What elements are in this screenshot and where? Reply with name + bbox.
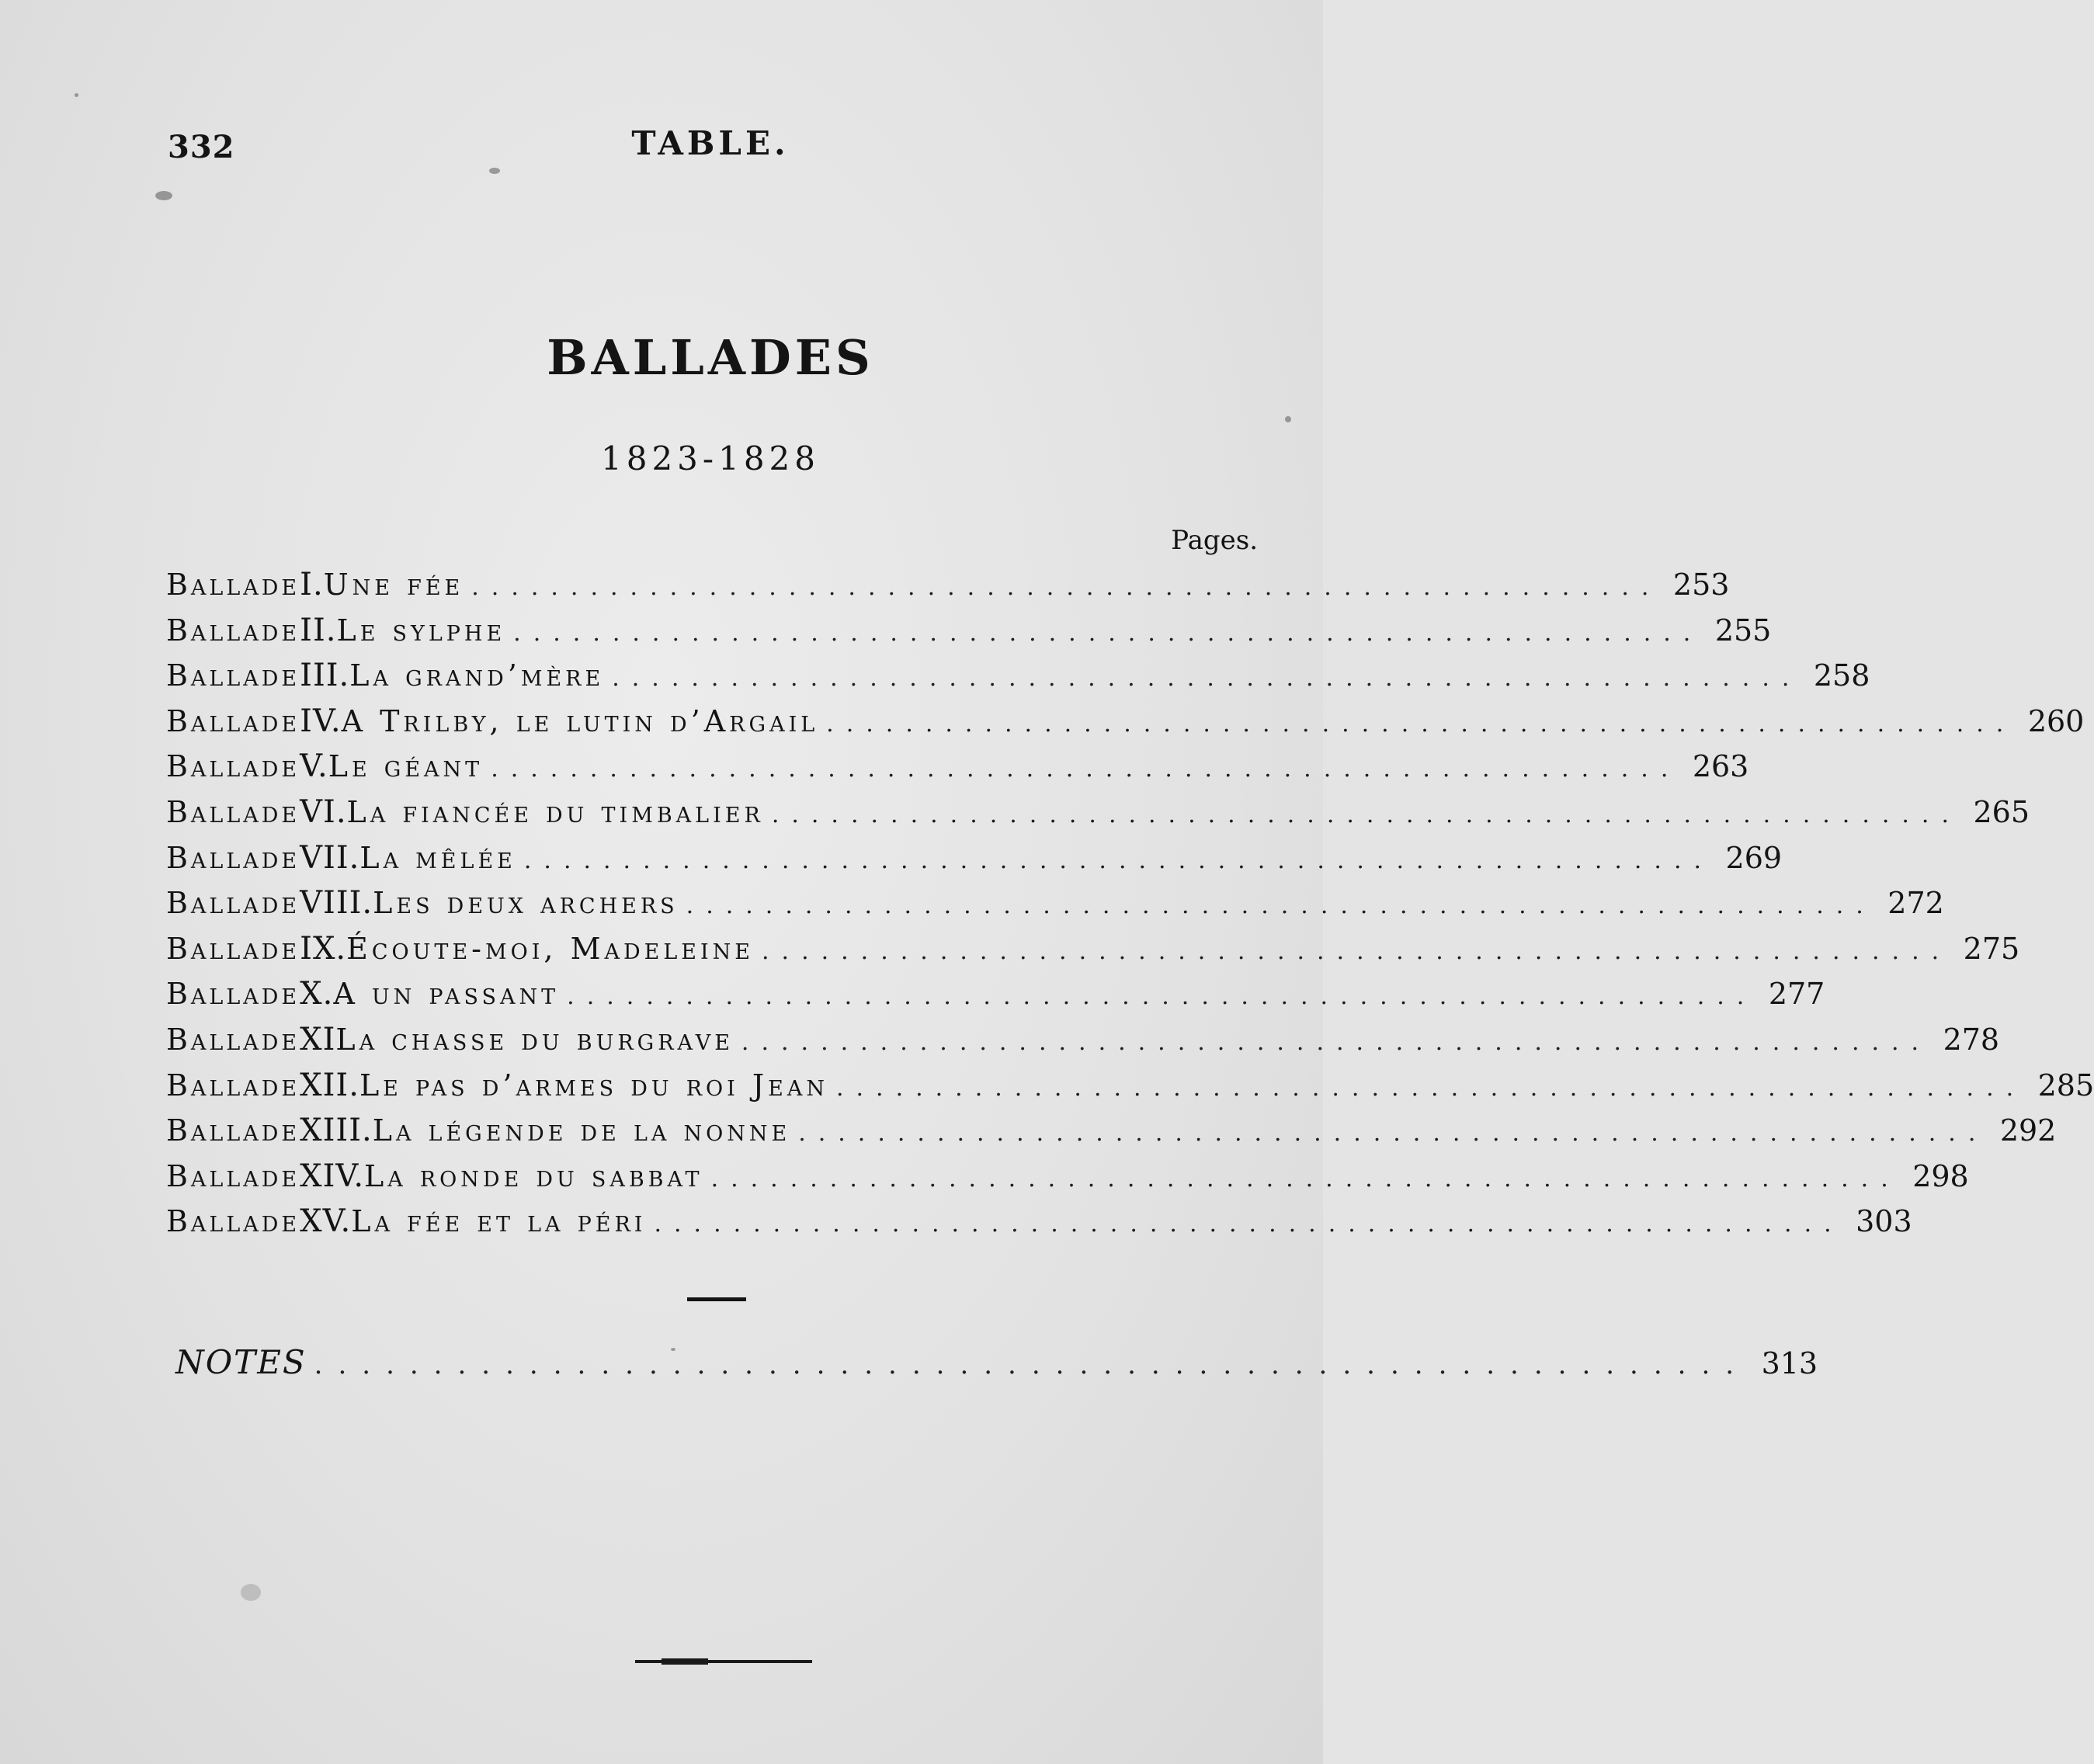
entry-page: 263 — [1692, 749, 1749, 784]
entry-numeral: XI — [300, 1021, 336, 1057]
entry-numeral: XII. — [300, 1067, 359, 1103]
entry-title: La fiancée du timbalier — [346, 794, 764, 829]
entry-label: Ballade — [166, 1113, 300, 1148]
end-rule-ornament — [662, 1658, 708, 1665]
dot-leader: ............................................................ — [523, 846, 1714, 874]
entry-title: A un passant — [333, 977, 560, 1012]
entry-title: La fée et la péri — [351, 1204, 647, 1239]
entry-title: La ronde du sabbat — [364, 1158, 703, 1193]
entry-page: 278 — [1943, 1022, 2000, 1057]
entry-numeral: II. — [300, 612, 337, 648]
entry-label: Ballade — [166, 794, 300, 829]
entry-page: 255 — [1714, 613, 1772, 648]
dot-leader: ............................................................ — [771, 800, 1961, 828]
table-of-contents — [166, 567, 2094, 1249]
toc-entry — [166, 1021, 2000, 1068]
entry-title: Le pas d’armes du roi Jean — [359, 1068, 828, 1102]
toc-entry — [166, 976, 1825, 1022]
pages-column-label: Pages. — [1171, 525, 1258, 556]
paper-speck — [155, 191, 172, 200]
entry-numeral: VI. — [300, 793, 347, 830]
section-divider — [687, 1297, 746, 1301]
toc-entry — [166, 1203, 1912, 1249]
toc-entry — [166, 612, 1772, 658]
entry-title: La chasse du burgrave — [335, 1022, 734, 1057]
dot-leader: ............................................................ — [471, 574, 1662, 601]
toc-entry — [166, 703, 2085, 749]
entry-label: Ballade — [166, 568, 300, 602]
entry-label: Ballade — [166, 1158, 300, 1193]
entry-numeral: X. — [300, 976, 334, 1012]
section-years: 1823-1828 — [601, 439, 820, 477]
section-title: BALLADES — [547, 329, 874, 386]
paper-speck — [1285, 416, 1291, 422]
notes-page: 313 — [1761, 1346, 1818, 1380]
entry-title: La grand’mère — [349, 658, 605, 693]
dot-leader: ............................................................ — [654, 1210, 1844, 1238]
entry-page: 260 — [2027, 703, 2085, 738]
entry-page: 298 — [1912, 1158, 1969, 1193]
paper-speck — [241, 1584, 261, 1601]
entry-page: 275 — [1963, 931, 2020, 966]
dot-leader: ............................................................ — [686, 892, 1876, 920]
dot-leader: ............................................................ — [710, 1165, 1901, 1193]
dot-leader: ............................................................ — [314, 1349, 1750, 1380]
entry-title: La mêlée — [359, 840, 516, 875]
dot-leader: ............................................................ — [567, 983, 1757, 1011]
dot-leader: ............................................................ — [762, 937, 1952, 965]
dot-leader: ............................................................ — [826, 710, 2016, 738]
paper-speck — [489, 168, 500, 174]
entry-numeral: IX. — [300, 930, 347, 967]
dot-leader: ............................................................ — [835, 1074, 2026, 1102]
entry-numeral: III. — [300, 658, 350, 694]
entry-label: Ballade — [166, 1068, 300, 1102]
entry-title: Les deux archers — [373, 886, 679, 921]
toc-entry — [166, 567, 1730, 613]
entry-label: Ballade — [166, 703, 300, 738]
entry-numeral: V. — [300, 748, 328, 785]
entry-numeral: XV. — [300, 1203, 352, 1240]
entry-label: Ballade — [166, 1204, 300, 1239]
entry-numeral: IV. — [300, 703, 342, 739]
notes-label: NOTES — [175, 1343, 307, 1381]
entry-page: 253 — [1672, 568, 1730, 602]
paper-speck — [75, 93, 78, 97]
entry-label: Ballade — [166, 1022, 300, 1057]
dot-leader: ............................................................ — [513, 619, 1703, 647]
entry-title: A Trilby, le lutin d’Argail — [341, 703, 819, 738]
entry-numeral: XIII. — [300, 1113, 373, 1149]
entry-numeral: VII. — [300, 839, 360, 876]
toc-entry — [166, 1067, 2094, 1113]
entry-numeral: VIII. — [300, 885, 373, 922]
toc-entry — [166, 793, 2030, 840]
entry-label: Ballade — [166, 840, 300, 875]
entry-title: Écoute-moi, Madeleine — [346, 931, 754, 966]
entry-label: Ballade — [166, 749, 300, 784]
toc-entry — [166, 839, 1783, 886]
entry-page: 258 — [1813, 658, 1870, 693]
entry-page: 269 — [1725, 840, 1783, 875]
toc-entry — [166, 1158, 1969, 1204]
entry-page: 303 — [1856, 1204, 1912, 1239]
toc-entry — [166, 885, 1944, 931]
dot-leader: ............................................................ — [741, 1028, 1932, 1056]
page-number: 332 — [168, 129, 235, 165]
entry-label: Ballade — [166, 977, 300, 1012]
dot-leader: ............................................................ — [612, 665, 1802, 693]
toc-entry — [166, 748, 1749, 794]
entry-numeral: I. — [300, 567, 324, 602]
entry-title: La légende de la nonne — [372, 1113, 791, 1148]
entry-label: Ballade — [166, 613, 300, 648]
dot-leader: ............................................................ — [491, 755, 1681, 783]
toc-entry — [166, 1113, 2057, 1158]
entry-label: Ballade — [166, 931, 300, 966]
entry-label: Ballade — [166, 886, 300, 921]
running-head: TABLE. — [631, 124, 790, 162]
entry-page: 292 — [1999, 1113, 2057, 1148]
entry-title: Le géant — [328, 749, 484, 784]
entry-page: 277 — [1768, 977, 1825, 1012]
entry-title: Une fée — [323, 568, 464, 602]
entry-title: Le sylphe — [336, 613, 506, 648]
toc-entry — [166, 930, 2020, 977]
entry-page: 272 — [1887, 886, 1944, 921]
entry-label: Ballade — [166, 658, 300, 693]
paper-speck — [671, 1348, 675, 1351]
entry-page: 285 — [2037, 1068, 2094, 1102]
toc-entry — [166, 658, 1870, 703]
entry-numeral: XIV. — [300, 1158, 365, 1194]
entry-page: 265 — [1973, 794, 2030, 829]
dot-leader: ............................................................ — [798, 1120, 1988, 1148]
notes-entry — [175, 1343, 1818, 1381]
